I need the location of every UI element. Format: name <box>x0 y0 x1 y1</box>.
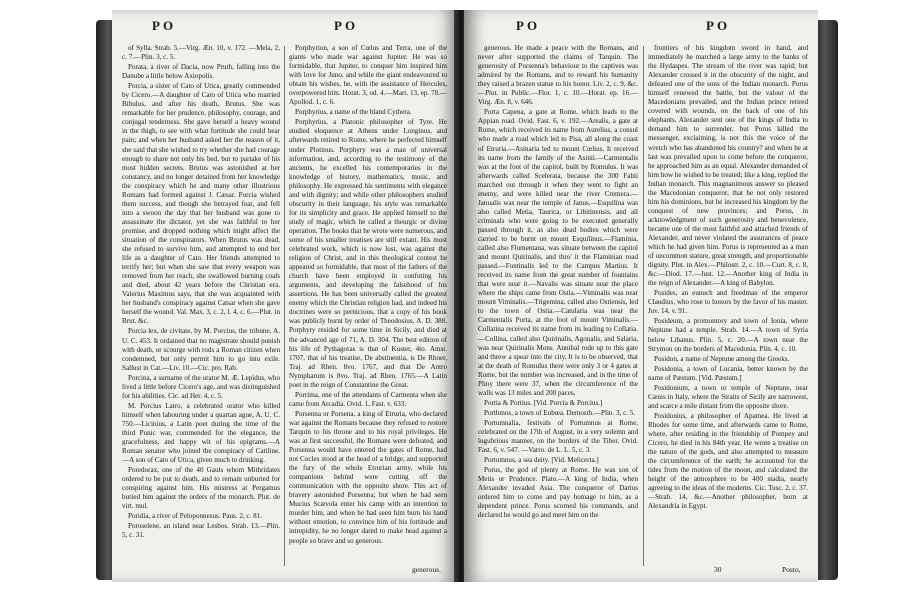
right-page-catchword: Posto, <box>782 565 801 574</box>
entry: frontiers of his kingdom sword in hand, and immediately he marched a large army to the banks of the Hydaspes. The stream of the river was rapid; but Alexander crossed it in the obscurity of the night, and defeated one of the sons of the Indian monarch. Porus himself renewed the battle, but the valour of the Macedonians prevailed, and the Indian prince retired covered with wounds, on the back of one of his elephants. Alexander sent one of the kings of India to demand him to surrender, but Porus killed the messenger, exclaiming, is not this the voice of the wretch who has abandoned his country? and when he at last was prevailed upon to come before the conqueror, he approached him as an equal. Alexander demanded of him how he wished to be treated; like a king, replied the Indian monarch. This magnanimous answer so pleased the Macedonian conqueror, that he not only restored him his dominions, but he increased his kingdom by the conquest of new provinces; and Porus, in acknowledgment of such generosity and benevolence, became one of the most faithful and attached friends of Alexander, and never violated the assurances of peace which he had given him. Porus is represented as a man of uncommon stature, great strength, and proportionable dignity. Plut. in Alex.—Philostr. 2, c. 10.—Curt. 8, c. 8, &c.—Diod. 17.—Just. 12.—Another king of India in the reign of Alexander.—A king of Babylon. <box>648 44 808 288</box>
open-book <box>96 8 838 588</box>
entry: Poroselene, an island near Lesbos. Strab. 13.—Plin. 5, c. 31. <box>122 522 280 540</box>
entry: Porcina, a surname of the orator M. Æ. Lepidus, who lived a little before Cicero's age, and was distinguished for his abilities. Cic. ad Her. 4, c. 5. <box>122 373 280 400</box>
entry: Porcia, a sister of Cato of Utica, greatly commended by Cicero.—A daughter of Cato of Utica who married Bibulus, and after his death, Brutus. She was remarkable for her prudence, philosophy, courage, and conjugal tenderness. She gave herself a heavy wound in the thigh, to see with what fortitude she could bear pain; and when her husband asked her the reason of it, she said that she wished to try whether she had courage enough to share not only his bed, but to partake of his most hidden secrets. Brutus was astonished at her constancy, and no longer detained from her knowledge the conspiracy which he and many other illustrious Romans had formed against J. Cæsar. Porcia wished them success, and though she betrayed fear, and fell into a swoon the day that her husband was gone to assassinate the dictator, yet she was faithful to her promise, and dropped nothing which might affect the situation of the conspirators. When Brutus was dead, she refused to survive him, and attempted to end her life as a daughter of Cato. Her friends attempted to terrify her; but when she saw that every weapon was removed from her reach, she swallowed burning coals and died, about 42 years before the Christian era. Valerius Maximus says, that she was acquainted with her husband's conspiracy against Cæsar when she gave herself the wound. Val. Max. 3, c. 2, l. 4, c. 6.—Plut. in Brut. &c. <box>122 82 280 326</box>
entry: Porcia lex, de civitate, by M. Porcius, the tribune, A. U. C. 453. It ordained that no magistrate should punish with death, or scourge with rods a Roman citizen when condemned, but only permit him to go into exile. Sallust in Cat.—Liv. 10.—Cic. pro. Rab. <box>122 327 280 372</box>
right-page-running-head-right: PO <box>706 18 731 33</box>
entry: Porata, a river of Dacia, now Pruth, falling into the Danube a little below Axiopolis. <box>122 63 280 81</box>
entry: Porsenna or Porsena, a king of Etruria, who declared war against the Romans because they refused to restore Tarquin to his throne and to his royal privileges. He was at first successful, the Romans were defeated, and Porsenna would have entered the gates of Rome, had not Cocles stood at the head of a bridge, and supported the fury of the whole Etrurian army, while his companions behind were cutting off the communication with the opposite shore. This act of bravery astonished Porsenna; but when he had seen Mucius Scævola enter his camp with an intention to murder him, and when he had seen him burn his hand without emotion, to convince him of his fortitude and intrepidity, he no longer dared to make head against a people so brave and so generous. <box>289 409 447 545</box>
entry: Porus, the god of plenty at Rome. He was son of Metis or Prudence. Plato.—A king of India, when Alexander invaded Asia. The conqueror of Darius ordered him to come and pay homage to him, as a dependent prince. Porus scorned his commands, and declared he would go and meet him on the <box>478 466 638 520</box>
entry: Porrima, one of the attendants of Carmenta when she came from Arcadia. Ovid. 1, Fast. v. 633. <box>289 390 447 408</box>
entry: Posides, an eunuch and freedman of the emperor Claudius, who rose to honors by the favor of his master. Juv. 14, v. 91. <box>648 289 808 316</box>
entry: Porthmos, a town of Eubœa. Demosth.—Plin. 3, c. 5. <box>484 408 636 417</box>
right-page-column-1 <box>478 44 638 568</box>
entry: Porphyrion, a son of Cœlus and Terra, one of the giants who made war against Jupiter. He was so formidable, that Jupiter, to conquer him inspired him with love for Juno, and while the giant endeavoured to obtain his wishes, he, with the assistance of Hercules, overpowered him. Horat. 3, od. 4.—Mart. 13, ep. 78.—Apollod. 1, c. 6. <box>289 44 447 107</box>
column-rule <box>284 46 285 566</box>
left-page-running-head-left: PO <box>152 18 177 33</box>
entry: of Sylla. Strab. 5.—Virg. Æn. 10, v. 172. —Mela, 2, c. 7.—Plin. 3, c. 5. <box>122 44 280 62</box>
column-rule <box>643 46 644 566</box>
entry: Portumnalia, festivals of Portumnus at Rome, celebrated on the 17th of August, in a very solemn and lugubrious manner, on the borders of the Tiber. Ovid. Fast. 6, v. 547. —Varro. de L. L. 5, c. 3. <box>478 418 638 455</box>
left-page <box>112 10 458 582</box>
entry: Porphyrius, a Platonic philosopher of Tyre. He studied eloquence at Athens under Longinus, and afterwards retired to Rome, where he perfected himself under Plotinus. Porphyry was a man of universal information, and, according to the testimony of the ancients, he excelled his contemporaries in the knowledge of history, mathematics, music, and philosophy. He expressed his sentiments with elegance and with dignity; and while other philosophers studied obscurity in their language, his style was remarkable for its simplicity and grace. He applied himself to the study of magic, which he called a theurgic or divine operation. The books that he wrote were numerous, and some of his smaller treatises are still extant. His most celebrated work, which is now lost, was against the religion of Christ, and in this theological contest he appeared so formidable, that most of the fathers of the church have been employed in confuting his arguments, and developing the falsehood of his assertions. He has been universally called the greatest enemy which the Christian religion had, and indeed his doctrines were so pernicious, that a copy of his book was publicly burnt by order of Theodosius, A. D. 388. Porphyry resided for some time in Sicily, and died at the advanced age of 71, A. D. 304. The best edition of his life of Pythagoras is that of Kuster, 4to. Amst. 1707, that of his treatise, De abstinentia, is De Rhoer, Traj. ad Rhen. 8vo. 1767, and that De Antro Nympharum is 8vo. Traj. ad Rhen. 1765.—A Latin poet in the reign of Constantine the Great. <box>289 118 447 389</box>
entry: M. Porcius Latro, a celebrated orator who killed himself when labouring under a quartan ague, A. U. C. 750.—Licinius, a Latin poet during the time of the third Punic war, commended for the elegance, the gracefulness, and happy wit of his epigrams.—A Roman senator who joined the conspiracy of Catiline.—A son of Cato of Utica, given much to drinking. <box>122 401 280 465</box>
entry: Portumnus, a sea deity. [Vid. Melicerta.] <box>484 456 599 465</box>
entry: Porphyrius, a name of the bland Cythera. <box>295 108 412 117</box>
entry: Posideum, a promontory and town of Ionia, where Neptune had a temple. Strab. 14.—A town of Syria below Libanus. Plin. 5, c. 20.—A town near the Strymon on the borders of Macedonia. Plin. 4, c. 10. <box>648 317 808 353</box>
entry: generous. He made a peace with the Romans, and never after supported the claims of Tarquin. The generosity of Porsenna's behaviour to the captives was admired by the Romans, and to reward his humanity they raised a brazen statue to his honor. Liv. 2, c. 9, &c.—Plut. in Public.—Flor. 1, c. 10.—Horat. ep. 16.—Virg. Æn. 8, v. 646. <box>478 44 638 107</box>
left-page-running-head-right: PO <box>334 18 359 33</box>
entry: Poredorax, one of the 40 Gauls whom Mithridates ordered to be put to death, and to remain unburied for conspiring against him. His mistress at Pergamus buried him against the orders of the monarch. Plut. de virt. mul. <box>122 466 280 511</box>
right-page-running-head-left: PO <box>516 18 541 33</box>
entry: Posidonia, a town of Lucania, better known by the name of Pæstum. [Vid. Pæstum.] <box>648 364 808 382</box>
right-page-column-2 <box>648 44 808 568</box>
left-page-column-1 <box>122 44 280 568</box>
entry: Poridia, a river of Peloponnesus. Paus. 2, c. 81. <box>128 512 262 521</box>
page-number: 30 <box>714 565 722 574</box>
entry: Posidonius, a philosopher of Apamea. He lived at Rhodes for some time, and afterwards came to Rome, where, after residing in the friendship of Pompey and Cicero, he died in his 84th year. He wrote a treatise on the nature of the gods, and also attempted to measure the circumference of the earth; he accounted for the tides from the motion of the moon, and calculated the height of the atmosphere to be 400 stadia, nearly agreeing to the ideas of the moderns. Cic. Tusc. 2, c. 37.—Strab. 14, &c.—Another philosopher, born at Alexandria in Egypt. <box>648 411 808 511</box>
entry: Portia & Portius. [Vid. Porcia & Porcius.] <box>484 398 603 407</box>
page-block-right-edge <box>816 20 838 580</box>
right-page <box>464 10 818 582</box>
entry: Porta Capena, a gate at Rome, which leads to the Appian road. Ovid. Fast. 6, v. 192.—Arealis, a gate at Rome, which received its name from Aurelius, a consul who made a road which led to Pisa, all along the coast of Etruria.—Asinaria led to mount Cœlius. It received its name from the family of the Asinii.—Carmentalis was at the foot of the capitol, built by Romulus. It was afterwards called Scelerata, because the 300 Fabii marched out through it when they went to fight an enemy, and were killed near the river Cremera.—Janualis was near the temple of Janus.—Esquilina was also called Metia, Taurica, or Libitinensis, and all criminals who were going to be executed generally passed through it, as also dead bodies which were carried to be burnt on mount Esquilinus.—Flaminia, called also Flumentana, was situate between the capitol and mount Quirinalis, and thro' it the Flaminian road passed.—Fontinalis led to the Campus Martius. It received its name from the great number of fountains that were near it.—Navalis was situate near the place where the ships came from Ostia.—Viminalis was near mount Viminalis.—Trigemina, called also Ostiensis, led to the town of Ostia.—Catularia was near the Carmentalis Porta, at the foot of mount Viminalis.—Collatina received its name from its leading to Collatia.—Collina, called also Quirinalis, Agonalis, and Salaria, was near Quirinalis Mons. Annibal rode up to this gate and threw a spear into the city. It is to be observed, that at the death of Romulus there were only 3 or 4 gates at Rome, but the number was increased, and in the time of Pliny there were 37, when the circumference of the walls was 13 miles and 200 paces. <box>478 108 638 397</box>
entry: Posidonium, a town or temple of Neptune, near Cænis in Italy, where the Straits of Sicily are narrowest, and scarce a mile distant from the opposite shore. <box>648 383 808 410</box>
left-page-catchword: generous. <box>412 565 441 574</box>
left-page-column-2 <box>289 44 447 568</box>
entry: Posidon, a name of Neptune among the Greeks. <box>654 354 790 363</box>
